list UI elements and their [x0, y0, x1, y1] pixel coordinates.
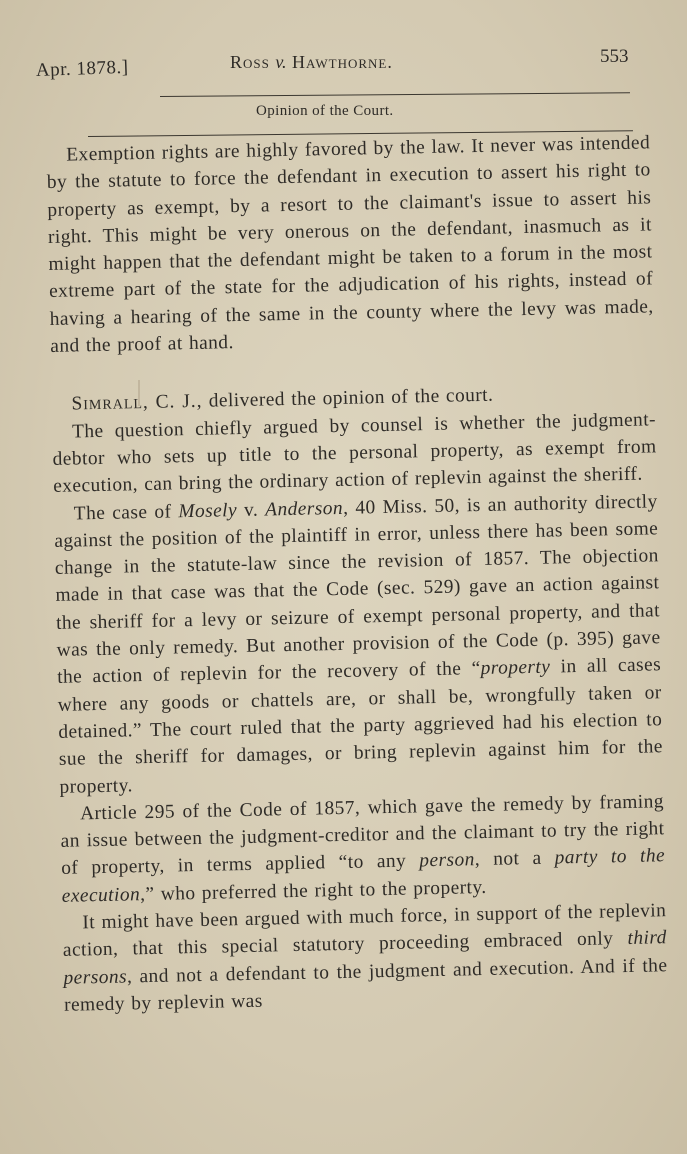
emphasis-third-persons: third persons [63, 927, 668, 989]
text-run: Article 295 of the Code of 1857, which gave the remedy by framing an issue between the judgment-creditor and the claimant to try the right of property, in terms applied “to any [60, 791, 665, 880]
text-run: in all cases where any goods or chattels are, or shall be, wrongfully taken or detained.” The court ruled that the party aggrieved had his election to sue the sheriff for damages, or bring replevin against him for the property. [57, 654, 664, 798]
text-run: It might have been argued with much force, in support of the replevin action, that this special statutory proceeding embraced only [62, 900, 667, 962]
running-head-date: Apr. 1878.] [35, 56, 129, 81]
case-name-part-1: Ross [230, 52, 276, 72]
text-run: ,” who preferred the right to the property. [139, 876, 487, 905]
emphasis-property: property [480, 656, 551, 680]
text-run: The case of [73, 500, 179, 525]
text-run: , and not a defendant to the judgment and execution. And if the remedy by replevin was [63, 954, 668, 1016]
running-head-case-name [230, 52, 393, 73]
text-run: , 40 Miss. 50, is an authority directly against the position of the plaintiff in error, unless there has been some change in the statute-law since the revision of 1857. The objection made in that case was that the Code (sec. 529) gave an action against the sheriff for a levy or seizure of exempt personal property, and that was the only remedy. But another provision of the Code (p. 395) gave the action of replevin for the recovery of the “ [54, 490, 661, 689]
paragraph-replevin-argument [62, 897, 668, 1019]
body-text [46, 129, 668, 1019]
section-title: Opinion of the Court. [256, 103, 394, 119]
emphasis-party-to-execution: party to the execution [61, 845, 666, 907]
case-citation-anderson: Anderson [264, 497, 344, 521]
paragraph-mosely-case [54, 488, 664, 801]
text-run: v. [236, 499, 266, 521]
paragraph-question-argued: The question chiefly argued by counsel is whether the judgment-debtor who sets up title to the personal property, as exempt from execution, can bring the ordinary action of replevin against the sheriff. [52, 408, 657, 498]
paragraph-article-295 [60, 788, 666, 910]
case-citation-mosely: Mosely [178, 499, 238, 522]
paragraph-exemption-rights: Exemption rights are highly favored by the law. It never was intended by the statute to force the defendant in execution to assert his right to property as exempt, by a resort to the claimant's issue to assert his right. This might be very onerous on the defendant, inasmuch as it might happen that the defendant might be taken to a forum in the most extreme part of the state for the adjudication of his rights, instead of having a hearing of the same in the county where the levy was made, and the proof at hand. [46, 132, 654, 358]
opinion-delivered-text: delivered the opinion of the court. [202, 385, 494, 413]
running-head [0, 46, 687, 86]
text-run: , not a [474, 847, 555, 871]
emphasis-person: person [419, 849, 476, 872]
judge-name: Simrall, C. J., [71, 391, 203, 415]
case-name-versus: v. [275, 52, 287, 72]
case-name-part-2: Hawthorne. [286, 52, 393, 72]
page-number: 553 [600, 46, 629, 67]
header-rule-top [160, 92, 630, 97]
